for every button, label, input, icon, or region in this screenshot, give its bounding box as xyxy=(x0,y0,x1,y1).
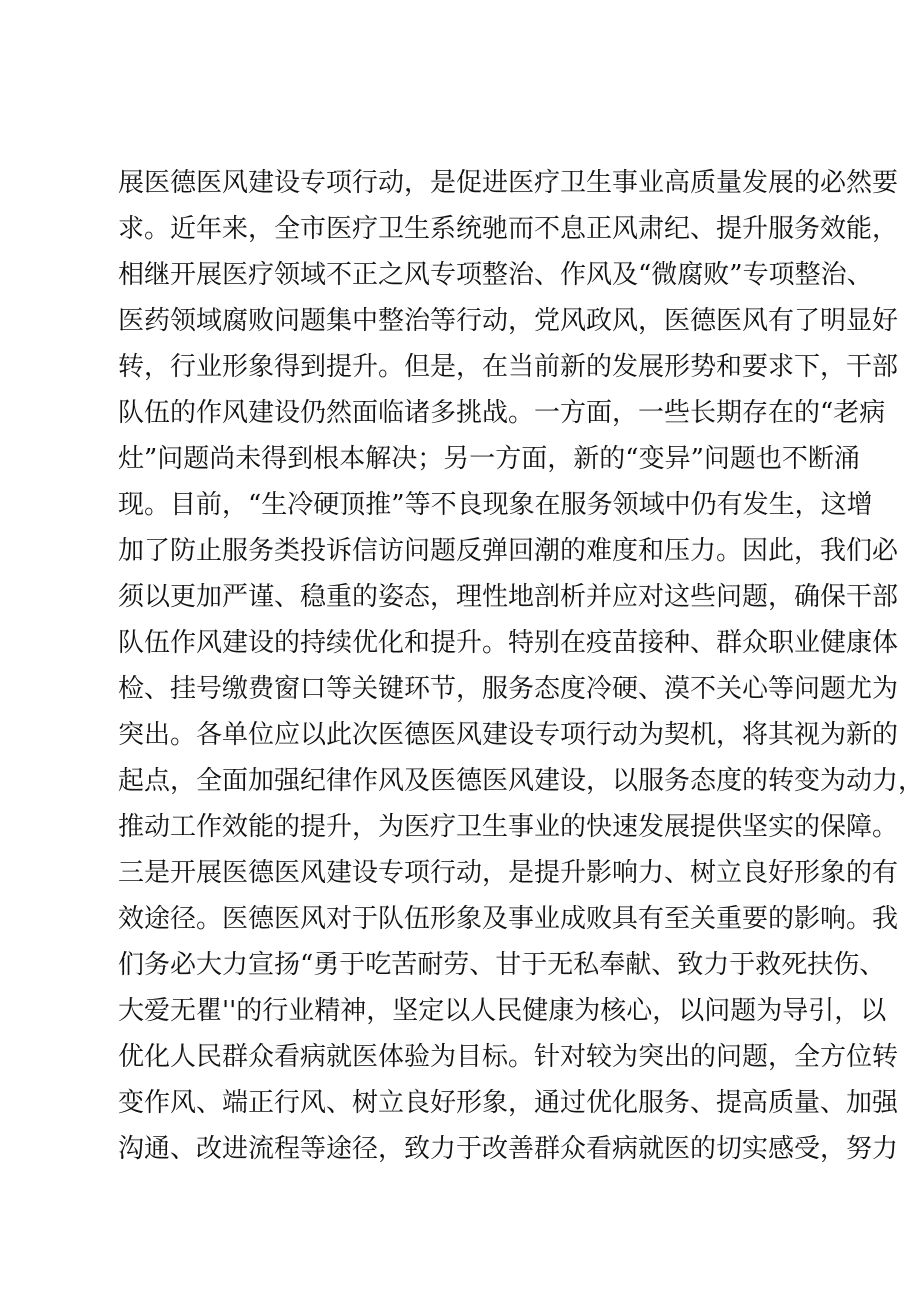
text-line: 变作风、端正行风、树立良好形象，通过优化服务、提高质量、加强 xyxy=(118,1088,899,1118)
text-line: 沟通、改进流程等途径，致力于改善群众看病就医的切实感受，努力 xyxy=(118,1134,899,1164)
text-line: 求。近年来，全市医疗卫生系统驰而不息正风肃纪、提升服务效能， xyxy=(118,214,899,244)
body-text xyxy=(118,160,924,1172)
text-line: 检、挂号缴费窗口等关键环节，服务态度冷硬、漠不关心等问题尤为 xyxy=(118,674,899,704)
text-line: 加了防止服务类投诉信访问题反弹回潮的难度和压力。因此，我们必 xyxy=(118,536,899,566)
text-line: 三是开展医德医风建设专项行动，是提升影响力、树立良好形象的有 xyxy=(118,858,899,888)
text-line: 现。目前，“生冷硬顶推”等不良现象在服务领域中仍有发生，这增 xyxy=(118,490,873,520)
text-line: 队伍的作风建设仍然面临诸多挑战。一方面，一些长期存在的“老病 xyxy=(118,398,886,428)
text-line: 医药领域腐败问题集中整治等行动，党风政风，医德医风有了明显好 xyxy=(118,306,899,336)
text-line: 突出。各单位应以此次医德医风建设专项行动为契机，将其视为新的 xyxy=(118,720,899,750)
text-line: 推动工作效能的提升，为医疗卫生事业的快速发展提供坚实的保障。 xyxy=(118,812,899,842)
text-line: 相继开展医疗领域不正之风专项整治、作风及“微腐败”专项整治、 xyxy=(118,260,873,290)
text-line: 们务必大力宣扬“勇于吃苦耐劳、甘于无私奉献、致力于救死扶伤、 xyxy=(118,950,886,980)
text-line: 优化人民群众看病就医体验为目标。针对较为突出的问题，全方位转 xyxy=(118,1042,899,1072)
text-line: 队伍作风建设的持续优化和提升。特别在疫苗接种、群众职业健康体 xyxy=(118,628,899,658)
text-line: 大爱无瞿''的行业精神，坚定以人民健康为核心，以问题为导引，以 xyxy=(118,996,887,1026)
text-line: 展医德医风建设专项行动，是促进医疗卫生事业高质量发展的必然要 xyxy=(118,168,899,198)
text-line: 灶”问题尚未得到根本解决；另一方面，新的“变异”问题也不断涌 xyxy=(118,444,860,474)
text-line: 须以更加严谨、稳重的姿态，理性地剖析并应对这些问题，确保干部 xyxy=(118,582,899,612)
text-line: 转，行业形象得到提升。但是，在当前新的发展形势和要求下，干部 xyxy=(118,352,899,382)
text-line: 效途径。医德医风对于队伍形象及事业成败具有至关重要的影响。我 xyxy=(118,904,899,934)
text-line: 起点，全面加强纪律作风及医德医风建设，以服务态度的转变为动力， xyxy=(118,766,924,796)
